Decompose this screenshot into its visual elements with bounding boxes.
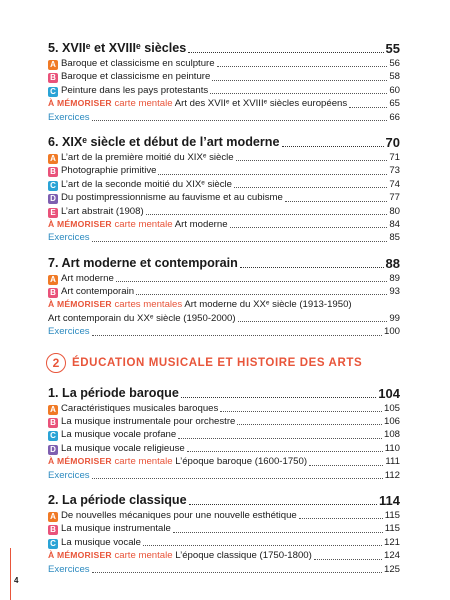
dot-leader [136,294,387,295]
entry-label [48,415,235,428]
chapter-heading[interactable] [48,255,400,272]
entry-text: L’art de la seconde moitié du XIXᵉ siècle [61,178,233,190]
entry-page: 85 [389,232,400,244]
entry-page: 56 [389,57,400,69]
entry-page: 58 [389,71,400,83]
letter-badge: A [48,405,58,415]
entry-label [48,298,352,311]
dot-leader [299,518,383,519]
chapter-block [48,492,400,576]
entry-page: 125 [383,563,400,575]
entry-text: L’époque baroque (1600-1750) [175,456,308,468]
dot-leader [173,532,383,533]
exercises-entry[interactable] [48,325,400,338]
memorize-label: À MÉMORISER [48,550,112,561]
entry-text: Art des XVIIᵉ et XVIIIᵉ siècles européens [174,98,348,110]
exercises-entry[interactable] [48,111,400,124]
toc-entry[interactable] [48,178,400,191]
entry-label [48,402,218,415]
exercises-label: Exercices [48,469,90,481]
entry-text: La musique instrumentale [61,523,171,535]
exercises-entry[interactable] [48,231,400,244]
dot-leader [217,66,388,67]
toc-entry[interactable] [48,415,400,428]
dot-leader [282,146,384,147]
toc-entry[interactable] [48,509,400,522]
mind-map-label: carte mentale [114,218,173,230]
chapter-title: 1. La période baroque [48,385,179,400]
letter-badge: A [48,512,58,522]
entry-text: La musique instrumentale pour orchestre [61,416,236,428]
letter-badge: C [48,431,58,441]
entry-page: 66 [389,111,400,123]
entry-label [48,70,210,83]
chapter-heading[interactable] [48,40,400,57]
mind-map-label: carte mentale [114,456,173,468]
entry-page: 115 [384,509,400,521]
exercises-label: Exercices [48,563,90,575]
page-number: 4 [14,576,19,585]
chapter-title: 6. XIXᵉ siècle et début de l’art moderne [48,134,280,149]
letter-badge: A [48,60,58,70]
toc-entry[interactable] [48,285,400,298]
entry-page: 73 [389,165,400,177]
memorize-label: À MÉMORISER [48,299,112,310]
entry-page: 60 [389,84,400,96]
chapter-page: 114 [379,492,400,508]
toc-entry[interactable] [48,298,400,311]
entry-label [48,84,208,97]
dot-leader [230,227,388,228]
dot-leader [210,93,387,94]
dot-leader [116,281,388,282]
entry-page: 124 [383,550,400,562]
memorize-label: À MÉMORISER [48,456,112,467]
entry-page: 115 [384,523,400,535]
entry-page: 84 [389,218,400,230]
chapter-block [48,385,400,482]
entry-label [48,111,90,124]
entry-label [48,522,171,535]
entry-page: 108 [383,429,400,441]
entry-label [48,151,234,164]
entry-page: 71 [389,151,400,163]
entry-label [48,442,185,455]
section-title: ÉDUCATION MUSICALE ET HISTOIRE DES ARTS [72,356,363,369]
entry-text: Peinture dans les pays protestants [61,84,209,96]
entry-text: La musique vocale [61,536,141,548]
dot-leader [188,52,383,53]
entry-page: 110 [384,442,400,454]
mind-map-label: cartes mentales [114,299,183,311]
chapter-page: 70 [385,134,400,150]
chapter-title: 5. XVIIᵉ et XVIIIᵉ siècles [48,41,187,55]
chapter-block [48,134,400,245]
entry-page: 106 [383,416,400,428]
entry-page: 121 [383,536,400,548]
dot-leader [349,107,387,108]
dot-leader [238,321,388,322]
dot-leader [220,411,382,412]
table-of-contents [48,40,400,586]
entry-label [48,428,176,441]
letter-badge: B [48,167,58,177]
toc-entry[interactable] [48,428,400,441]
dot-leader [143,545,382,546]
chapter-page: 88 [385,255,400,271]
dot-leader [285,201,388,202]
entry-label [48,205,144,218]
entry-text: De nouvelles mécaniques pour une nouvelle esthétique [61,509,297,521]
entry-text: Caractéristiques musicales baroques [61,402,219,414]
entry-label [48,509,297,522]
chapter-heading[interactable] [48,385,400,402]
toc-entry[interactable] [48,70,400,83]
entry-page: 77 [389,192,400,204]
exercises-label: Exercices [48,326,90,338]
dot-leader [92,478,383,479]
toc-entry[interactable] [48,455,400,468]
entry-label [48,455,307,468]
entry-text: Du postimpressionnisme au fauvisme et au cubisme [61,192,283,204]
letter-badge: E [48,208,58,218]
dot-leader [314,559,382,560]
chapter-title: 7. Art moderne et contemporain [48,255,238,270]
dot-leader [181,397,376,398]
section-number-badge: 2 [46,353,66,373]
dot-leader [92,335,382,336]
toc-entry[interactable] [48,97,400,110]
dot-leader [212,80,387,81]
dot-leader [237,424,382,425]
toc-entry[interactable] [48,402,400,415]
chapter-page: 104 [378,385,400,401]
chapter-page: 55 [385,41,400,56]
chapter-heading[interactable] [48,134,400,151]
letter-badge: B [48,418,58,428]
entry-label [48,178,232,191]
exercises-entry[interactable] [48,563,400,576]
letter-badge: C [48,181,58,191]
entry-label [48,563,90,576]
toc-entry[interactable] [48,151,400,164]
toc-entry[interactable] [48,549,400,562]
section-heading [46,353,400,373]
dot-leader [146,214,388,215]
entry-page: 89 [389,272,400,284]
entry-label [48,231,90,244]
dot-leader [234,187,387,188]
mind-map-label: carte mentale [114,98,173,110]
toc-entry[interactable] [48,191,400,204]
letter-badge: B [48,73,58,83]
dot-leader [240,267,384,268]
entry-text: La musique vocale profane [61,429,177,441]
memorize-label: À MÉMORISER [48,218,112,229]
chapter-title: 2. La période classique [48,492,187,507]
toc-entry[interactable] [48,272,400,285]
toc-entry[interactable] [48,57,400,70]
letter-badge: B [48,288,58,298]
entry-label [48,164,156,177]
entry-page: 99 [389,312,400,324]
dot-leader [178,438,382,439]
entry-label [48,57,215,70]
entry-page: 80 [389,205,400,217]
entry-label [48,312,236,325]
entry-text: Art moderne du XXᵉ siècle (1913-1950) [184,299,352,311]
letter-badge: A [48,154,58,164]
entry-label [48,536,141,549]
dot-leader [92,572,382,573]
chapter-heading[interactable] [48,492,400,509]
toc-entry[interactable] [48,442,400,455]
toc-entry[interactable] [48,312,400,325]
exercises-label: Exercices [48,232,90,244]
dot-leader [236,160,388,161]
toc-entry[interactable] [48,218,400,231]
toc-entry[interactable] [48,205,400,218]
entry-label [48,272,114,285]
entry-label [48,97,347,110]
entry-label [48,285,134,298]
exercises-label: Exercices [48,111,90,123]
dot-leader [92,120,388,121]
entry-label [48,325,90,338]
exercises-entry[interactable] [48,469,400,482]
letter-badge: C [48,539,58,549]
entry-page: 93 [389,286,400,298]
entry-label [48,218,228,231]
entry-page: 111 [385,456,400,468]
entry-label [48,191,283,204]
entry-page: 112 [384,469,400,481]
entry-page: 74 [389,178,400,190]
entry-text: Art contemporain du XXᵉ siècle (1950-2000) [48,312,236,324]
mind-map-label: carte mentale [114,550,173,562]
entry-text: Art moderne [174,218,228,230]
dot-leader [187,451,383,452]
chapter-block [48,255,400,339]
entry-page: 100 [383,326,400,338]
entry-text: L’art de la première moitié du XIXᵉ siècle [61,151,234,163]
entry-text: Baroque et classicisme en sculpture [61,57,215,69]
letter-badge: B [48,525,58,535]
letter-badge: D [48,194,58,204]
letter-badge: D [48,445,58,455]
dot-leader [92,241,388,242]
memorize-label: À MÉMORISER [48,98,112,109]
dot-leader [189,504,377,505]
entry-page: 105 [383,402,400,414]
entry-text: Photographie primitive [61,165,157,177]
dot-leader [158,174,387,175]
toc-entry[interactable] [48,164,400,177]
letter-badge: A [48,275,58,285]
entry-text: L’époque classique (1750-1800) [175,550,312,562]
entry-text: La musique vocale religieuse [61,442,185,454]
entry-text: L’art abstrait (1908) [61,205,144,217]
margin-rule [10,548,11,600]
toc-entry[interactable] [48,522,400,535]
dot-leader [309,465,383,466]
letter-badge: C [48,87,58,97]
entry-text: Art moderne [61,272,114,284]
toc-entry[interactable] [48,84,400,97]
chapter-block [48,40,400,124]
toc-entry[interactable] [48,536,400,549]
entry-text: Baroque et classicisme en peinture [61,71,211,83]
entry-label [48,549,312,562]
entry-text: Art contemporain [61,286,135,298]
entry-page: 65 [389,98,400,110]
entry-label [48,469,90,482]
